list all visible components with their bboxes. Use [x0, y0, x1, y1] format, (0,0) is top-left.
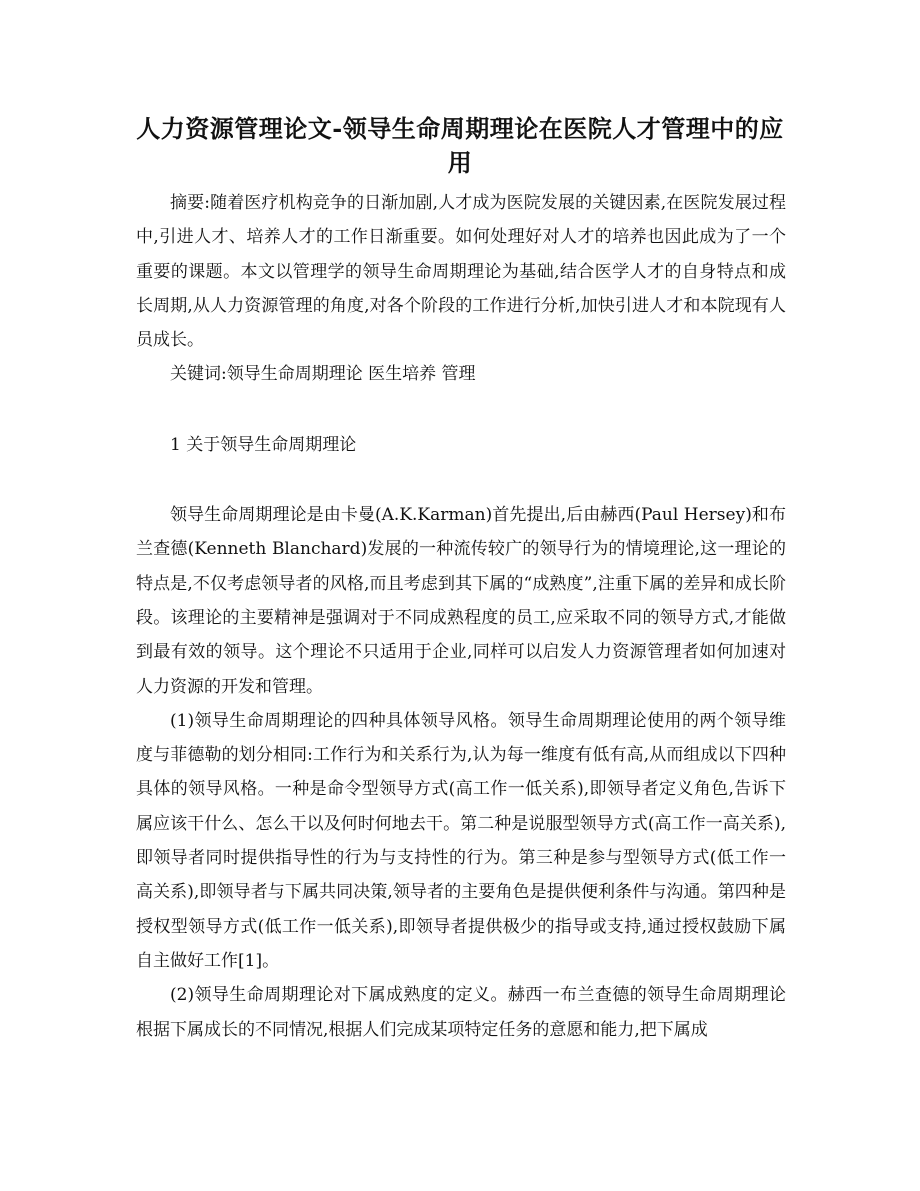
spacer	[136, 392, 786, 428]
spacer	[136, 462, 786, 498]
abstract-paragraph: 摘要:随着医疗机构竞争的日渐加剧,人才成为医院发展的关键因素,在医院发展过程中,引进人才、培养人才的工作日渐重要。如何处理好对人才的培养也因此成为了一个重要的课题。本文以管理学的领导生命周期理论为基础,结合医学人才的自身特点和成长周期,从人力资源管理的角度,对各个阶段的工作进行分析,加快引进人才和本院现有人员成长。	[136, 193, 786, 351]
body-paragraph: (2)领导生命周期理论对下属成熟度的定义。赫西一布兰查德的领导生命周期理论根据下属成长的不同情况,根据人们完成某项特定任务的意愿和能力,把下属成	[136, 985, 786, 1040]
document-body	[136, 186, 786, 1047]
section-heading: 1 关于领导生命周期理论	[170, 434, 357, 455]
keywords-line: 关键词:领导生命周期理论 医生培养 管理	[170, 364, 476, 385]
document-title: 人力资源管理论文-领导生命周期理论在医院人才管理中的应用	[136, 114, 784, 177]
body-paragraph: 领导生命周期理论是由卡曼(A.K.Karman)首先提出,后由赫西(Paul Hersey)和布兰查德(Kenneth Blanchard)发展的一种流传较广的领导行为的情境理论,这一理论的特点是,不仅考虑领导者的风格,而且考虑到其下属的“成熟度”,注重下属的差异和成长阶段。该理论的主要精神是强调对于不同成熟程度的员工,应采取不同的领导方式,才能做到最有效的领导。这个理论不只适用于企业,同样可以启发人力资源管理者如何加速对人力资源的开发和管理。	[136, 505, 786, 697]
body-paragraph: (1)领导生命周期理论的四种具体领导风格。领导生命周期理论使用的两个领导维度与菲德勒的划分相同:工作行为和关系行为,认为每一维度有低有高,从而组成以下四种具体的领导风格。一种是命令型领导方式(高工作一低关系),即领导者定义角色,告诉下属应该干什么、怎么干以及何时何地去干。第二种是说服型领导方式(高工作一高关系),即领导者同时提供指导性的行为与支持性的行为。第三种是参与型领导方式(低工作一高关系),即领导者与下属共同决策,领导者的主要角色是提供便利条件与沟通。第四种是授权型领导方式(低工作一低关系),即领导者提供极少的指导或支持,通过授权鼓励下属自主做好工作[1]。	[136, 710, 786, 971]
